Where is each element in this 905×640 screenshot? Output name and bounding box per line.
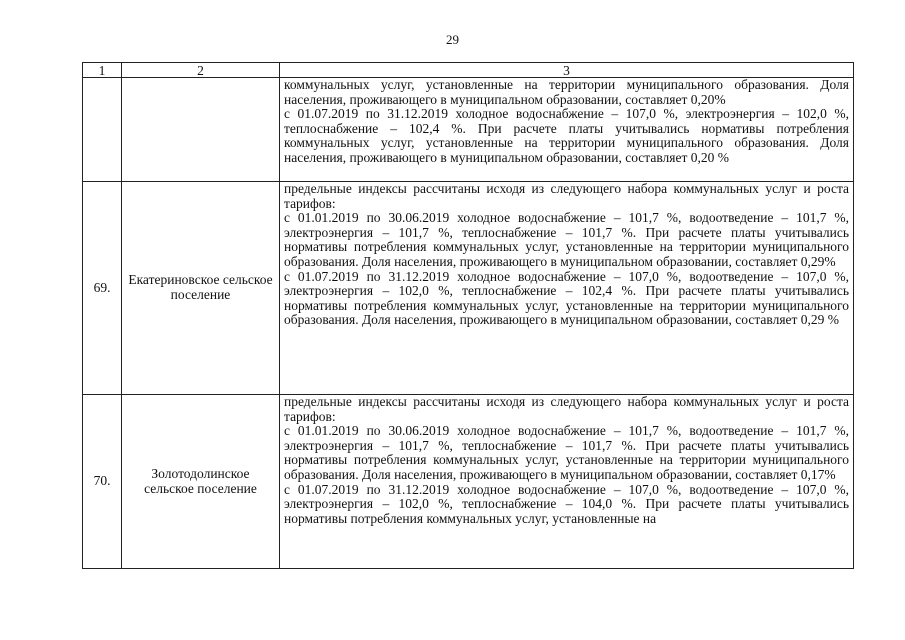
table-header-row — [83, 63, 854, 78]
description-paragraph: с 01.07.2019 по 31.12.2019 холодное водоснабжение – 107,0 %, водоотведение – 107,0 %, электроэнергия – 102,0 %, теплоснабжение – 102,4 %. При расчете платы учитывались нормативы потребления коммунальных услуг, установленные на территории муниципального образования. Доля населения, проживающего в муниципальном образовании, составляет 0,29 % — [284, 268, 849, 328]
table-row — [83, 182, 854, 395]
description-clip — [284, 395, 849, 568]
page-number: 29 — [446, 32, 459, 47]
settlement-name-cell — [122, 78, 280, 182]
tariff-table — [82, 62, 854, 569]
table-row-continuation — [83, 78, 854, 182]
description-paragraph: с 01.01.2019 по 30.06.2019 холодное водоснабжение – 101,7 %, водоотведение – 101,7 %, электроэнергия – 101,7 %, теплоснабжение – 101,7 %. При расчете платы учитывались нормативы потребления коммунальных услуг, установленные на территории муниципального образования. Доля населения, проживающего в муниципальном образовании, составляет 0,29% — [284, 210, 849, 269]
description-paragraph: с 01.01.2019 по 30.06.2019 холодное водоснабжение – 101,7 %, водоотведение – 101,7 %, электроэнергия – 101,7 %, теплоснабжение – 101,7 %. При расчете платы учитывались нормативы потребления коммунальных услуг, установленные на территории муниципального образования. Доля населения, проживающего в муниципальном образовании, составляет 0,17% — [284, 423, 849, 482]
row-number-cell — [83, 78, 122, 182]
column-header-2: 2 — [122, 63, 280, 78]
tariff-description-cell — [280, 182, 854, 395]
description-paragraph: предельные индексы рассчитаны исходя из следующего набора коммунальных услуг и роста тарифов: — [284, 395, 849, 424]
settlement-name-cell: Золотодолинское сельское поселение — [122, 395, 280, 569]
table-row — [83, 395, 854, 569]
row-number-cell: 70. — [83, 395, 122, 569]
description-paragraph: предельные индексы рассчитаны исходя из следующего набора коммунальных услуг и роста тарифов: — [284, 181, 849, 211]
tariff-description-cell — [280, 395, 854, 569]
column-header-1: 1 — [83, 63, 122, 78]
column-header-3: 3 — [280, 63, 854, 78]
tariff-description-cell — [280, 78, 854, 182]
row-number-cell: 69. — [83, 182, 122, 395]
settlement-name-cell: Екатериновское сельское поселение — [122, 182, 280, 395]
description-paragraph: с 01.07.2019 по 31.12.2019 холодное водоснабжение – 107,0 %, водоотведение – 107,0 %, электроэнергия – 102,0 %, теплоснабжение – 104,0 %. При расчете платы учитывались нормативы потребления коммунальных услуг, установленные на — [284, 481, 849, 526]
description-paragraph: с 01.07.2019 по 31.12.2019 холодное водоснабжение – 107,0 %, электроэнергия – 102,0 %, теплоснабжение – 102,4 %. При расчете платы учитывались нормативы потребления коммунальных услуг, установленные на территории муниципального образования. Доля населения, проживающего в муниципальном образовании, составляет 0,20 % — [284, 106, 849, 165]
description-paragraph: коммунальных услуг, установленные на территории муниципального образования. Доля населения, проживающего в муниципальном образовании, составляет 0,20% — [284, 77, 849, 107]
